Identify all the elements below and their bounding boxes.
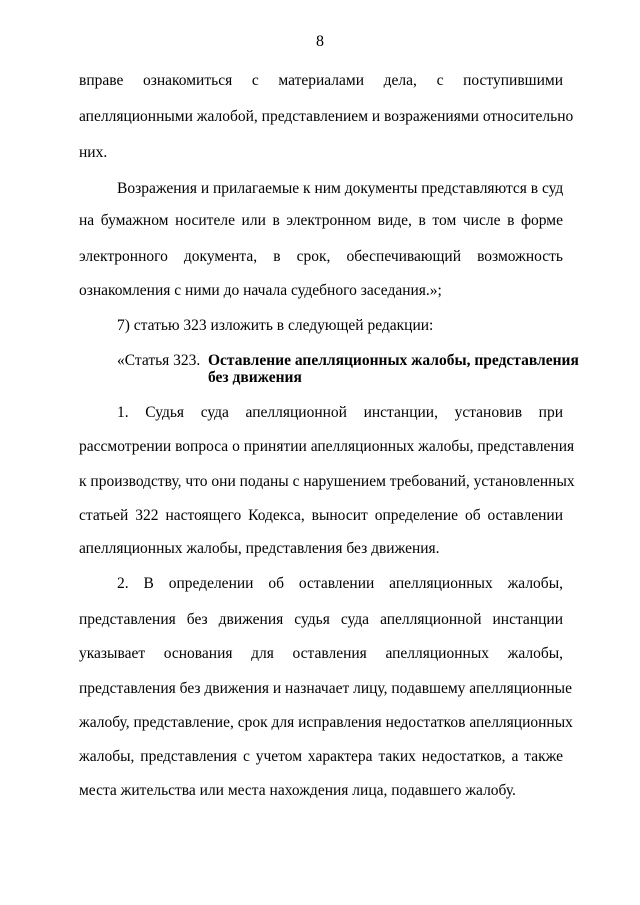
paragraph-line: к производству, что они поданы с нарушением требований, установленных	[79, 473, 575, 490]
paragraph-line: 7) статью 323 изложить в следующей редакции:	[117, 317, 434, 334]
paragraph-line: них.	[79, 144, 108, 161]
paragraph-line: электронного документа, в срок, обеспечивающий возможность	[79, 248, 563, 265]
paragraph-line: жалобы, представления с учетом характера таких недостатков, а также	[79, 748, 563, 765]
paragraph-line: Возражения и прилагаемые к ним документы представляются в суд	[117, 180, 564, 197]
paragraph-line: представления без движения и назначает лицу, подавшему апелляционные	[79, 680, 572, 697]
paragraph-line: 2. В определении об оставлении апелляционных жалобы,	[117, 575, 563, 592]
page-number: 8	[316, 33, 324, 50]
paragraph-line: вправе ознакомиться с материалами дела, с поступившими	[79, 72, 563, 89]
paragraph-line: апелляционными жалобой, представлением и возражениями относительно	[79, 108, 574, 125]
paragraph-line: рассмотрении вопроса о принятии апелляционных жалобы, представления	[79, 438, 575, 455]
paragraph-line: ознакомления с ними до начала судебного заседания.»;	[79, 282, 442, 299]
paragraph-line: на бумажном носителе или в электронном виде, в том числе в форме	[79, 212, 563, 229]
paragraph-line: статьей 322 настоящего Кодекса, выносит определение об оставлении	[79, 507, 563, 524]
paragraph-line: места жительства или места нахождения лица, подавшего жалобу.	[79, 782, 516, 799]
article-heading-title-continuation: без движения	[208, 369, 302, 386]
paragraph-line: 1. Судья суда апелляционной инстанции, установив при	[117, 404, 563, 421]
paragraph-line: жалобу, представление, срок для исправления недостатков апелляционных	[79, 714, 573, 731]
paragraph-line: представления без движения судья суда апелляционной инстанции	[79, 611, 563, 628]
article-heading-prefix: «Статья 323.	[117, 352, 201, 369]
paragraph-line: указывает основания для оставления апелляционных жалобы,	[79, 645, 563, 662]
paragraph-line: апелляционных жалобы, представления без движения.	[79, 540, 440, 557]
article-heading-title: Оставление апелляционных жалобы, представления	[208, 352, 579, 369]
